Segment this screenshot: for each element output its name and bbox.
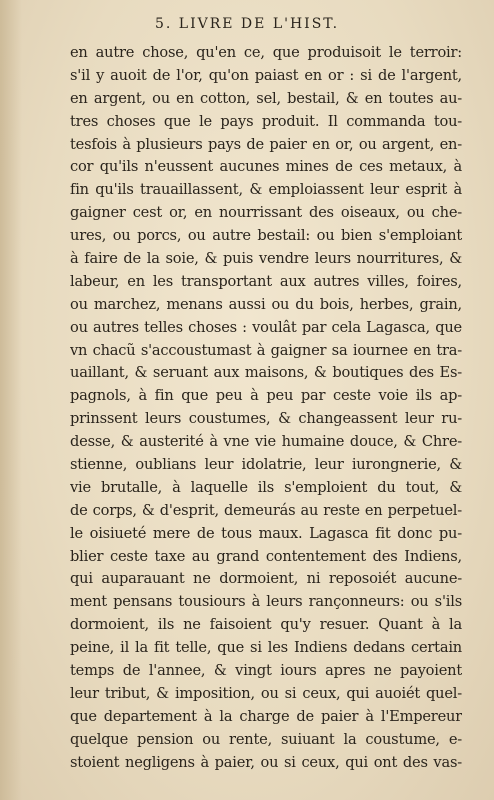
text-line: tres choses que le pays produit. Il commanda tou- bbox=[70, 112, 462, 130]
text-line: que departement à la charge de paier à l'Empereur bbox=[70, 707, 462, 725]
running-header: 5. LIVRE DE L'HIST. bbox=[154, 16, 340, 32]
text-line: en argent, ou en cotton, sel, bestail, & en toutes au- bbox=[70, 89, 462, 107]
text-line: qui auparauant ne dormoient, ni reposoiét aucune- bbox=[70, 570, 462, 588]
text-line: pagnols, à fin que peu à peu par ceste voie ils ap- bbox=[70, 387, 462, 405]
text-line: s'il y auoit de l'or, qu'on paiast en or : si de l'argent, bbox=[70, 66, 462, 84]
text-line: temps de l'annee, & vingt iours apres ne payoient bbox=[70, 662, 462, 680]
text-line: gaigner cest or, en nourrissant des oiseaux, ou che- bbox=[70, 204, 462, 222]
text-line: ou marchez, menans aussi ou du bois, herbes, grain, bbox=[70, 295, 462, 313]
text-line: tesfois à plusieurs pays de paier en or, ou argent, en- bbox=[70, 135, 462, 153]
page-gutter-shadow bbox=[0, 0, 22, 800]
text-line: en autre chose, qu'en ce, que produisoit le terroir: bbox=[70, 44, 462, 61]
text-line: vie brutalle, à laquelle ils s'emploient du tout, & bbox=[70, 478, 462, 496]
text-line: leur tribut, & imposition, ou si ceux, qui auoiét quel- bbox=[70, 684, 462, 702]
text-line: ment pensans tousiours à leurs rançonneurs: ou s'ils bbox=[70, 593, 462, 611]
text-line: de corps, & d'esprit, demeurás au reste en perpetuel- bbox=[70, 501, 462, 519]
text-line: à faire de la soie, & puis vendre leurs nourritures, & bbox=[70, 250, 462, 268]
text-line: vn chacũ s'accoustumast à gaigner sa iournee en tra- bbox=[70, 341, 462, 359]
page-body-text bbox=[70, 42, 462, 775]
text-line: ures, ou porcs, ou autre bestail: ou bien s'emploiant bbox=[70, 227, 462, 245]
text-line: fin qu'ils trauaillassent, & emploiassent leur esprit à bbox=[70, 181, 462, 199]
text-line: uaillant, & seruant aux maisons, & boutiques des Es- bbox=[70, 364, 462, 382]
text-line: stoient negligens à paier, ou si ceux, qui ont des vas- bbox=[70, 753, 462, 771]
text-line: desse, & austerité à vne vie humaine douce, & Chre- bbox=[70, 433, 462, 451]
text-line: dormoient, ils ne faisoient qu'y resuer. Quant à la bbox=[70, 616, 462, 634]
text-line: cor qu'ils n'eussent aucunes mines de ces metaux, à bbox=[70, 158, 462, 176]
text-line: peine, il la fit telle, que si les Indiens dedans certain bbox=[70, 639, 462, 657]
text-line: prinssent leurs coustumes, & changeassent leur ru- bbox=[70, 410, 462, 428]
text-line: labeur, en les transportant aux autres villes, foires, bbox=[70, 272, 462, 290]
text-line: blier ceste taxe au grand contentement des Indiens, bbox=[70, 547, 462, 565]
text-line: ou autres telles choses : voulât par cela Lagasca, que bbox=[70, 318, 462, 336]
text-line: stienne, oublians leur idolatrie, leur iurongnerie, & bbox=[70, 456, 462, 474]
text-line: le oisiueté mere de tous maux. Lagasca fit donc pu- bbox=[70, 524, 462, 542]
text-line: quelque pension ou rente, suiuant la coustume, e- bbox=[70, 730, 462, 748]
